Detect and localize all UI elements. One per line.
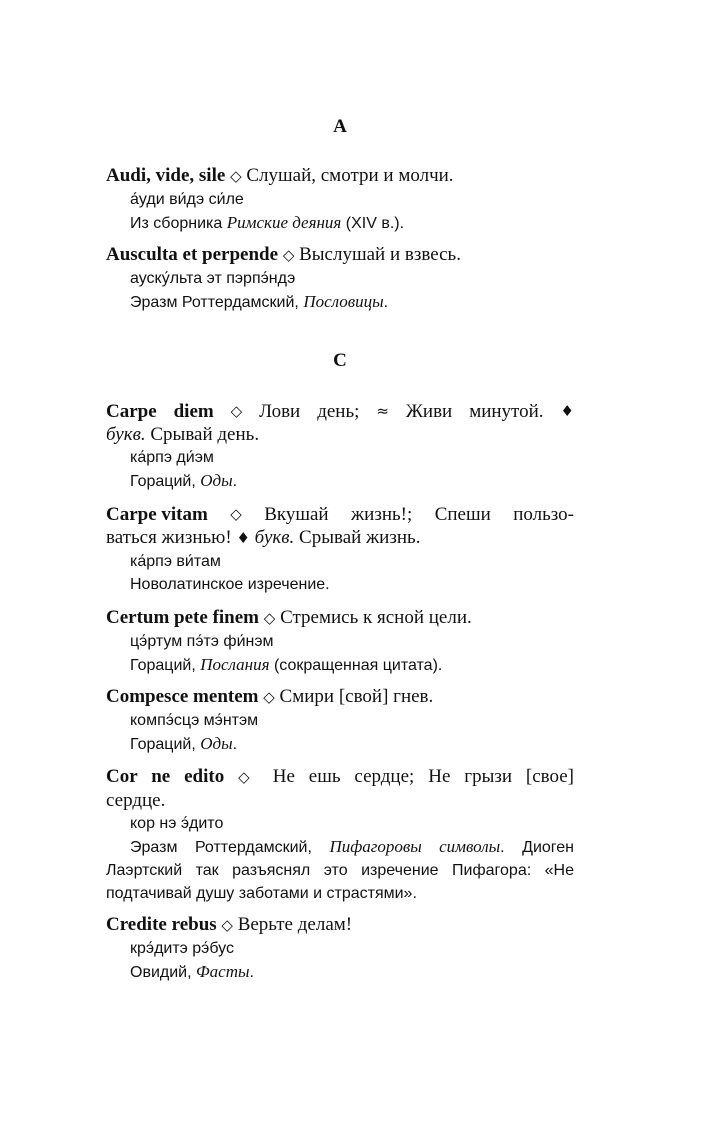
- open-diamond-icon: ◇: [282, 246, 295, 264]
- entry-translation: Смири [свой] гнев.: [279, 686, 434, 707]
- entry-translation: Верьте делам!: [237, 914, 353, 935]
- entry-certum-pete-finem: [106, 606, 574, 677]
- entry-translation: Стремись к ясной цели.: [280, 607, 472, 628]
- approx-icon: ≈: [376, 402, 389, 420]
- entry-carpe-diem: Carpe diem ◇ Лови день; ≈ Живи минутой. ♦ букв. Срывай день. ка́рпэ ди́эм Гораций, Оды.: [106, 400, 574, 493]
- source-work-title: Послания: [200, 655, 270, 674]
- section-heading-a: A: [333, 116, 347, 137]
- entry-pronunciation: а́уди ви́дэ си́ле: [130, 191, 244, 208]
- entry-pronunciation: цэ́ртум пэ́тэ фи́нэм: [130, 633, 274, 650]
- entry-source: Гораций, Оды.: [130, 471, 238, 490]
- entry-headword: Certum pete finem: [106, 607, 260, 628]
- source-work-title: Оды: [200, 471, 233, 490]
- entry-compesce-mentem: [106, 685, 574, 756]
- open-diamond-icon: ◇: [221, 916, 233, 934]
- entry-pronunciation: ауску́льта эт пэрпэ́ндэ: [130, 270, 296, 287]
- open-diamond-icon: ◇: [230, 505, 242, 523]
- entry-source: Новолатинское изречение.: [130, 576, 330, 593]
- source-work-title: Пифагоровы символы: [329, 837, 501, 856]
- entry-source: Гораций, Оды.: [130, 734, 238, 753]
- entry-pronunciation: крэ́дитэ рэ́бус: [130, 940, 234, 957]
- entry-translation: Выслушай и взвесь.: [299, 244, 461, 265]
- entry-source: Из сборника Римские деяния (XIV в.).: [130, 213, 405, 232]
- entry-headword: Audi, vide, sile: [106, 165, 226, 186]
- open-diamond-icon: ◇: [238, 768, 259, 786]
- filled-diamond-icon: ♦: [236, 529, 250, 547]
- source-work-title: Пословицы: [303, 292, 384, 311]
- open-diamond-icon: ◇: [263, 609, 276, 627]
- entry-source: Эразм Роттердамский, Пифагоровы символы. Диоген: [130, 837, 575, 856]
- entry-translation: Слушай, смотри и молчи.: [246, 165, 454, 186]
- entry-audi-vide-sile: [106, 164, 574, 235]
- entry-credite-rebus: [106, 913, 574, 984]
- entry-pronunciation: ка́рпэ ви́там: [130, 553, 221, 570]
- entry-source: Овидий, Фасты.: [130, 962, 254, 981]
- source-work-title: Фасты: [196, 962, 250, 981]
- filled-diamond-icon: ♦: [560, 402, 574, 420]
- entry-headword: Cor ne edito: [106, 766, 225, 787]
- entry-pronunciation: кор нэ э́дито: [130, 815, 224, 832]
- entry-cor-ne-edito: Cor ne edito ◇ Не ешь сердце; Не грызи [свое] сердце. кор нэ э́дито Эразм Роттердамский, Пифагоровы символы. Диоген Лаэртский так разъяснял это изречение Пифагора: «Не подтачивай душу заботами и страстями».: [106, 766, 575, 902]
- source-work-title: Оды: [200, 734, 233, 753]
- entry-pronunciation: ка́рпэ ди́эм: [130, 449, 214, 466]
- open-diamond-icon: ◇: [263, 688, 275, 706]
- entry-headword: Compesce mentem: [106, 686, 259, 707]
- section-heading-c: C: [333, 350, 347, 371]
- entry-headword: Credite rebus: [106, 914, 217, 935]
- entry-headword: Ausculta et perpende: [106, 244, 279, 265]
- open-diamond-icon: ◇: [230, 167, 242, 185]
- entry-source: Гораций, Послания (сокращенная цитата).: [130, 655, 443, 674]
- literal-marker: букв.: [254, 527, 295, 548]
- entry-source: Эразм Роттердамский, Пословицы.: [130, 292, 389, 311]
- open-diamond-icon: ◇: [230, 402, 243, 420]
- entry-pronunciation: компэ́сцэ мэ́нтэм: [130, 712, 259, 729]
- entry-ausculta-et-perpende: [106, 243, 574, 314]
- source-work-title: Римские деяния: [226, 213, 342, 232]
- literal-marker: букв.: [106, 424, 146, 445]
- entry-carpe-vitam: Carpe vitam ◇ Вкушай жизнь!; Спеши пользо- ваться жизнью! ♦ букв. Срывай жизнь. ка́рпэ ви́там Новолатинское изречение.: [106, 503, 574, 596]
